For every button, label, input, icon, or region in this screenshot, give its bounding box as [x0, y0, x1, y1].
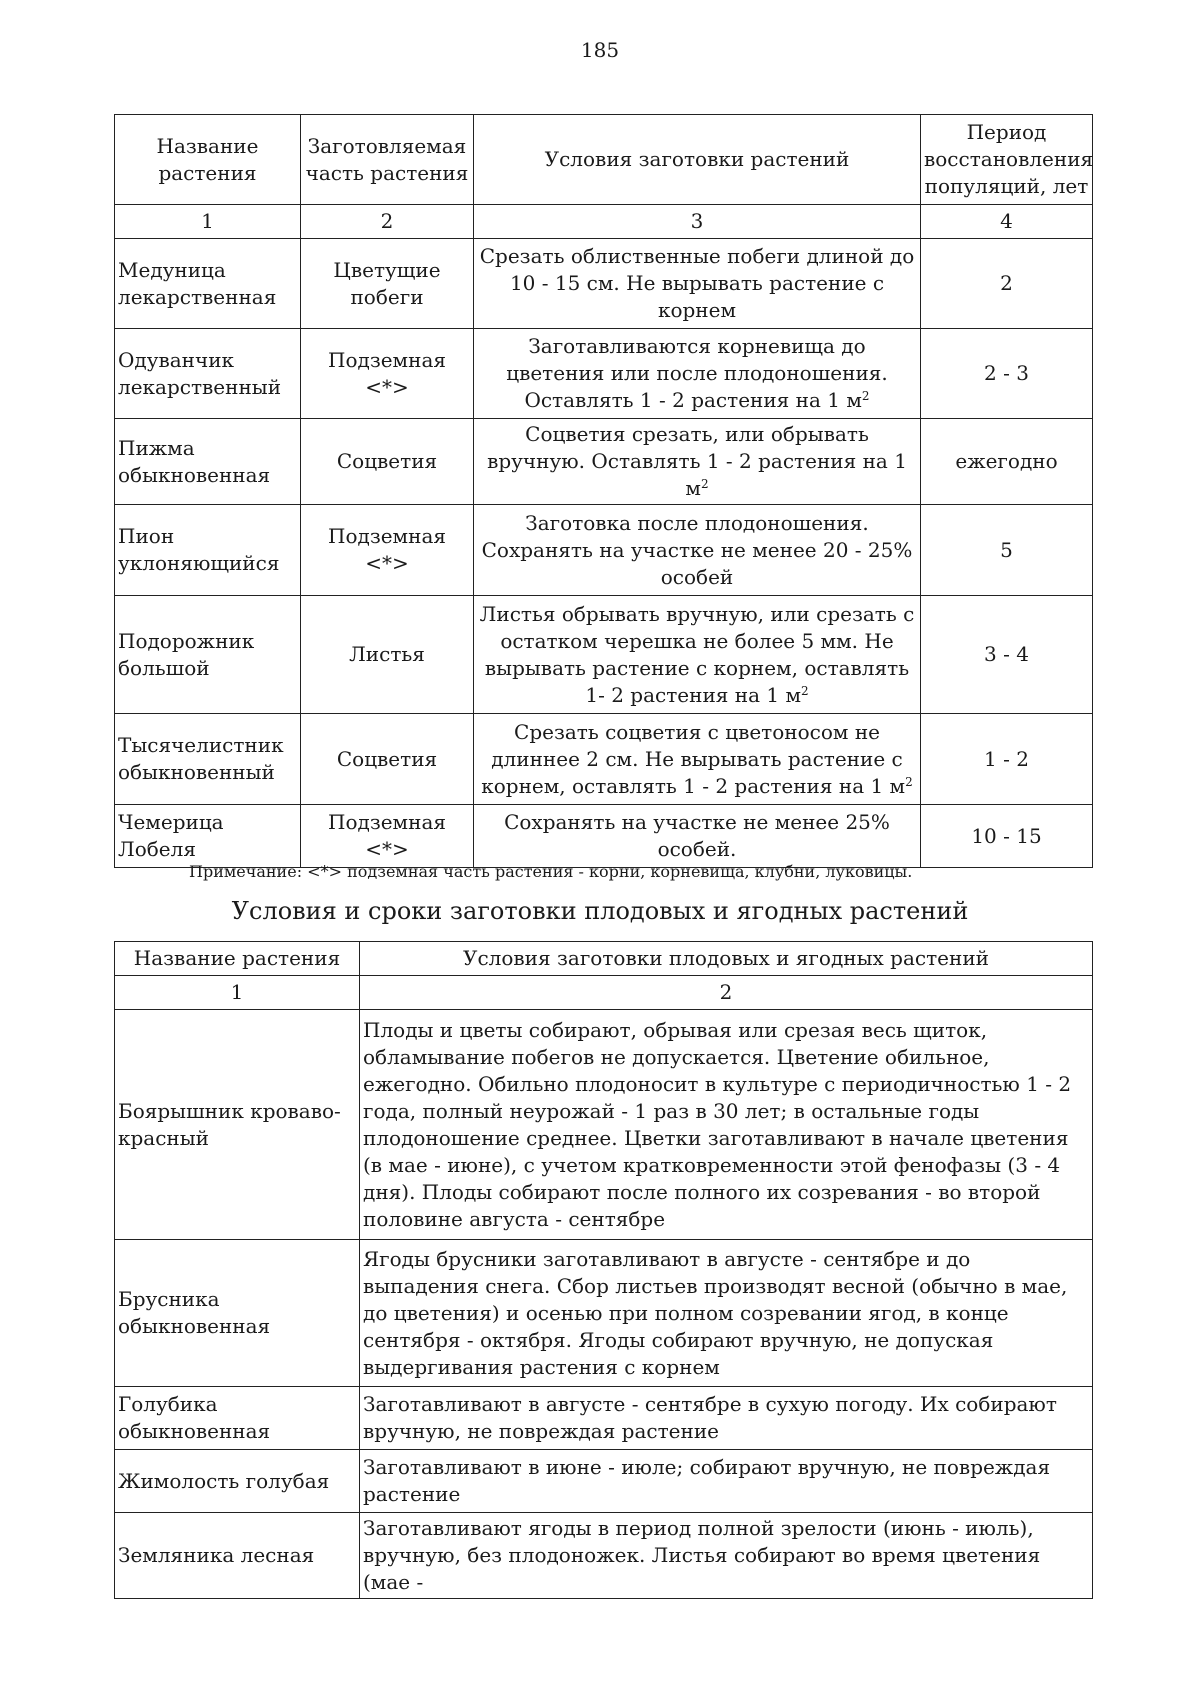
table-header-row — [115, 115, 1093, 205]
conditions: Заготавливают в августе - сентябре в сухую погоду. Их собирают вручную, не повреждая растение — [360, 1387, 1093, 1450]
section-heading: Условия и сроки заготовки плодовых и ягодных растений — [231, 897, 969, 925]
column-number: 2 — [301, 205, 474, 239]
header-plant-name: Название растения — [115, 115, 301, 205]
header-conditions: Условия заготовки плодовых и ягодных растений — [360, 942, 1093, 976]
conditions-text: Заготавливаются корневища до цветения или после плодоношения. Оставлять 1 - 2 растения на 1 м — [506, 334, 888, 412]
plant-part: Листья — [301, 596, 474, 714]
superscript: 2 — [861, 389, 870, 403]
table-row — [115, 329, 1093, 419]
column-number-row — [115, 976, 1093, 1010]
conditions-text: Заготовка после плодоношения. Сохранять на участке не менее 20 - 25% особей — [481, 510, 913, 589]
plant-part: Цветущие побеги — [301, 239, 474, 329]
recovery-period: 1 - 2 — [921, 714, 1093, 805]
harvest-conditions-table — [114, 114, 1093, 868]
plant-name: Голубика обыкновенная — [115, 1387, 360, 1450]
conditions-text: Сохранять на участке не менее 25% особей. — [504, 810, 890, 861]
plant-name: Тысячелистник обыкновенный — [115, 714, 301, 805]
plant-part: Соцветия — [301, 419, 474, 505]
conditions — [474, 596, 921, 714]
column-number: 1 — [115, 976, 360, 1010]
column-number-row — [115, 205, 1093, 239]
plant-part: Подземная <*> — [301, 329, 474, 419]
recovery-period: 10 - 15 — [921, 805, 1093, 868]
table-header-row — [115, 942, 1093, 976]
column-number: 4 — [921, 205, 1093, 239]
plant-part: Подземная <*> — [301, 805, 474, 868]
conditions-text: Соцветия срезать, или обрывать вручную. Оставлять 1 - 2 растения на 1 м — [487, 422, 907, 500]
plant-part: Соцветия — [301, 714, 474, 805]
table-row — [115, 1010, 1093, 1240]
conditions: Ягоды брусники заготавливают в августе - сентябре и до выпадения снега. Сбор листьев производят весной (обычно в мае, до цветения) и осенью при полном созревании ягод, в конце сентября - октября. Ягоды собирают вручную, не допуская выдергивания растения с корнем — [360, 1240, 1093, 1387]
table-footnote: Примечание: <*> подземная часть растения - корни, корневища, клубни, луковицы. — [189, 862, 913, 881]
conditions — [474, 419, 921, 505]
table-row — [115, 805, 1093, 868]
conditions-text: Срезать соцветия с цветоносом не длиннее 2 см. Не вырывать растение с корнем, оставлять 1 - 2 растения на 1 м — [481, 719, 906, 798]
plant-part: Подземная <*> — [301, 505, 474, 596]
superscript: 2 — [801, 683, 809, 698]
plant-name: Чемерица Лобеля — [115, 805, 301, 868]
plant-name: Земляника лесная — [115, 1513, 360, 1599]
conditions — [474, 239, 921, 329]
table-row — [115, 714, 1093, 805]
plant-name: Пижма обыкновенная — [115, 419, 301, 505]
conditions: Заготавливают в июне - июле; собирают вручную, не повреждая растение — [360, 1450, 1093, 1513]
conditions — [474, 329, 921, 419]
superscript: 2 — [905, 774, 913, 789]
header-plant-name: Название растения — [115, 942, 360, 976]
recovery-period: 2 — [921, 239, 1093, 329]
column-number: 2 — [360, 976, 1093, 1010]
superscript: 2 — [700, 477, 709, 491]
header-recovery-period: Период восстановления популяций, лет — [921, 115, 1093, 205]
plant-name: Подорожник большой — [115, 596, 301, 714]
conditions — [474, 714, 921, 805]
conditions: Заготавливают ягоды в период полной зрелости (июнь - июль), вручную, без плодоножек. Листья собирают во время цветения (мае - — [360, 1513, 1093, 1599]
conditions — [474, 505, 921, 596]
fruit-berry-table — [114, 941, 1093, 1599]
recovery-period: ежегодно — [921, 419, 1093, 505]
conditions-text: Срезать облиственные побеги длиной до 10 - 15 см. Не вырывать растение с корнем — [479, 244, 915, 322]
plant-name: Жимолость голубая — [115, 1450, 360, 1513]
column-number: 1 — [115, 205, 301, 239]
plant-name: Пион уклоняющийся — [115, 505, 301, 596]
recovery-period: 3 - 4 — [921, 596, 1093, 714]
plant-name: Одуванчик лекарственный — [115, 329, 301, 419]
conditions-text: Листья обрывать вручную, или срезать с остатком черешка не более 5 мм. Не вырывать растение с корнем, оставлять 1- 2 растения на 1 м — [479, 601, 915, 707]
conditions — [474, 805, 921, 868]
recovery-period: 2 - 3 — [921, 329, 1093, 419]
plant-name: Боярышник кроваво-красный — [115, 1010, 360, 1240]
page-number: 185 — [580, 38, 620, 62]
conditions: Плоды и цветы собирают, обрывая или срезая весь щиток, обламывание побегов не допускается. Цветение обильное, ежегодно. Обильно плодоносит в культуре с периодичностью 1 - 2 года, полный неурожай - 1 раз в 30 лет; в остальные годы плодоношение среднее. Цветки заготавливают в начале цветения (в мае - июне), с учетом кратковременности этой фенофазы (3 - 4 дня). Плоды собирают после полного их созревания - во второй половине августа - сентябре — [360, 1010, 1093, 1240]
table-row — [115, 419, 1093, 505]
column-number: 3 — [474, 205, 921, 239]
header-conditions: Условия заготовки растений — [474, 115, 921, 205]
table-row — [115, 1450, 1093, 1513]
table-row — [115, 1240, 1093, 1387]
plant-name: Брусника обыкновенная — [115, 1240, 360, 1387]
table-row — [115, 239, 1093, 329]
table-row — [115, 1513, 1093, 1599]
table-row — [115, 596, 1093, 714]
table-row — [115, 505, 1093, 596]
plant-name: Медуница лекарственная — [115, 239, 301, 329]
table-row — [115, 1387, 1093, 1450]
header-plant-part: Заготовляемая часть растения — [301, 115, 474, 205]
recovery-period: 5 — [921, 505, 1093, 596]
